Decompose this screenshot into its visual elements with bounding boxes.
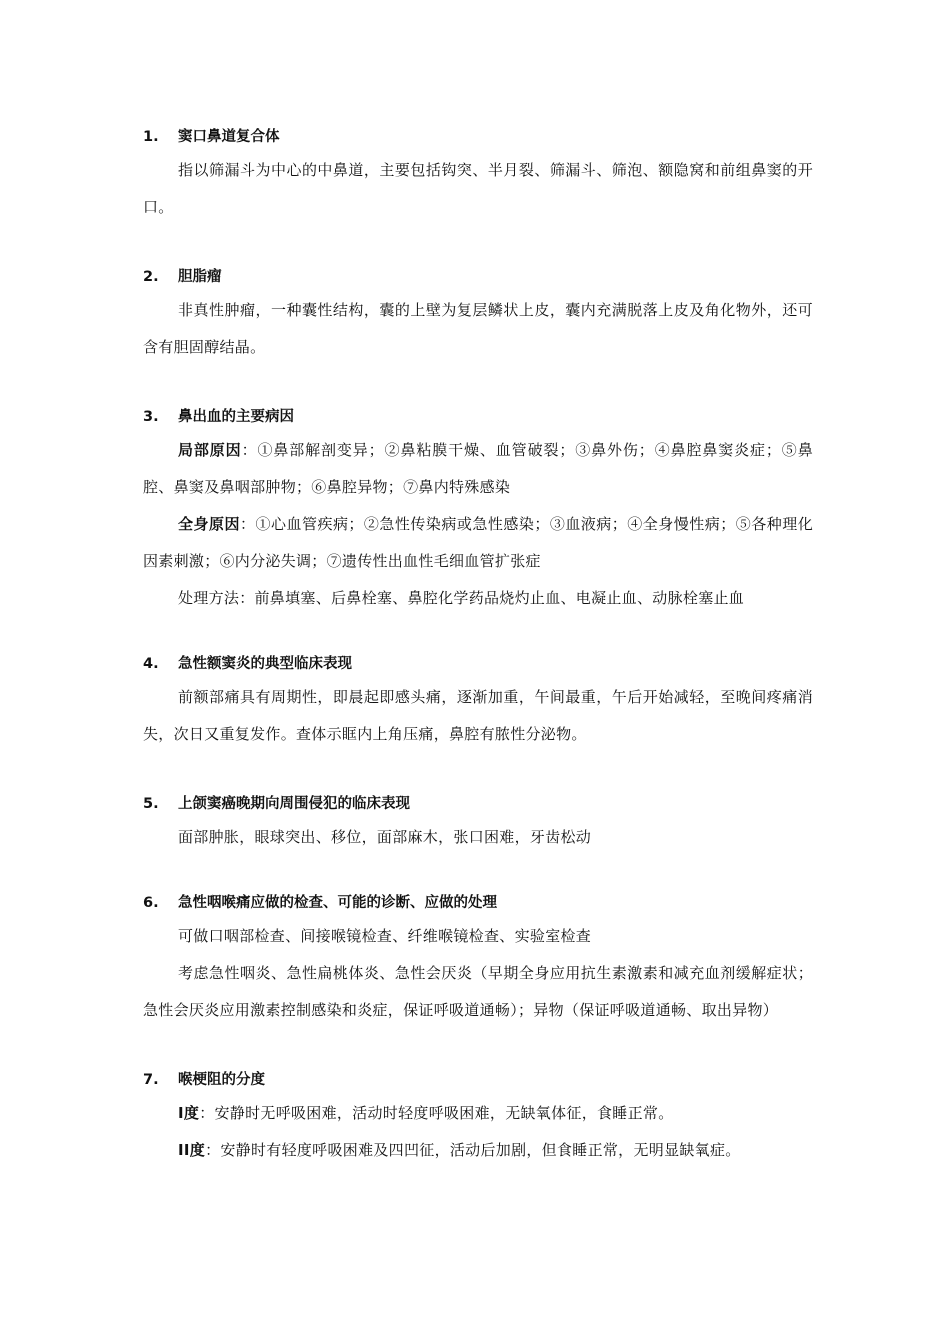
label-systemic-causes: 全身原因 [178,515,240,533]
paragraph-local-causes [143,432,813,506]
text-systemic-causes: ：①心血管疾病；②急性传染病或急性感染；③血液病；④全身慢性病；⑤各种理化因素刺激；⑥内分泌失调；⑦遗传性出血性毛细血管扩张症 [143,515,814,570]
paragraph: 面部肿胀，眼球突出、移位，面部麻木，张口困难，牙齿松动 [178,828,592,846]
section-heading [143,789,813,819]
paragraph: 考虑急性咽炎、急性扁桃体炎、急性会厌炎（早期全身应用抗生素激素和减充血剂缓解症状；急性会厌炎应用激素控制感染和炎症，保证呼吸道通畅）；异物（保证呼吸道通畅、取出异物） [143,964,813,1019]
paragraph: 指以筛漏斗为中心的中鼻道，主要包括钩突、半月裂、筛漏斗、筛泡、额隐窝和前组鼻窦的开口。 [143,161,813,216]
text-degree-2: ：安静时有轻度呼吸困难及四凹征，活动后加剧，但食睡正常，无明显缺氧症。 [205,1141,741,1159]
paragraph-degree-1 [143,1095,813,1132]
spacer [143,856,813,888]
section-heading [143,402,813,432]
section-5 [143,789,813,856]
section-number: 6. [143,895,159,911]
section-title: 鼻出血的主要病因 [178,409,294,425]
section-heading [143,888,813,918]
spacer [143,226,813,262]
paragraph: 前额部痛具有周期性，即晨起即感头痛，逐渐加重，午间最重，午后开始减轻，至晚间疼痛消失，次日又重复发作。查体示眶内上角压痛，鼻腔有脓性分泌物。 [143,688,813,743]
section-4 [143,649,813,753]
label-degree-1: I度 [178,1104,200,1122]
label-degree-2: II度 [178,1141,206,1159]
section-heading [143,1065,813,1095]
paragraph: 非真性肿瘤，一种囊性结构，囊的上壁为复层鳞状上皮，囊内充满脱落上皮及角化物外，还可含有胆固醇结晶。 [143,301,813,356]
paragraph-systemic-causes [143,506,813,580]
paragraph-degree-2 [143,1132,813,1169]
section-number: 1. [143,129,159,145]
spacer [143,753,813,789]
section-heading [143,649,813,679]
spacer [143,1029,813,1065]
section-3 [143,402,813,617]
section-title: 胆脂瘤 [178,269,222,285]
text-local-causes: ：①鼻部解剖变异；②鼻粘膜干燥、血管破裂；③鼻外伤；④鼻腔鼻窦炎症；⑤鼻腔、鼻窦及鼻咽部肿物；⑥鼻腔异物；⑦鼻内特殊感染 [143,441,813,496]
section-7 [143,1065,813,1169]
section-number: 3. [143,409,159,425]
section-number: 5. [143,796,159,812]
text-degree-1: ：安静时无呼吸困难，活动时轻度呼吸困难，无缺氧体征，食睡正常。 [199,1104,674,1122]
section-heading [143,262,813,292]
paragraph-treatment: 处理方法：前鼻填塞、后鼻栓塞、鼻腔化学药品烧灼止血、电凝止血、动脉栓塞止血 [178,589,745,607]
paragraph: 可做口咽部检查、间接喉镜检查、纤维喉镜检查、实验室检查 [178,927,592,945]
spacer [143,617,813,649]
section-number: 4. [143,656,159,672]
section-title: 急性咽喉痛应做的检查、可能的诊断、应做的处理 [178,895,497,911]
section-title: 急性额窦炎的典型临床表现 [178,656,352,672]
document-body [143,122,813,1169]
label-local-causes: 局部原因 [178,441,242,459]
section-number: 2. [143,269,159,285]
spacer [143,366,813,402]
section-2 [143,262,813,366]
section-title: 窦口鼻道复合体 [178,129,280,145]
section-6 [143,888,813,1029]
section-number: 7. [143,1072,159,1088]
section-1 [143,122,813,226]
section-heading [143,122,813,152]
section-title: 上颌窦癌晚期向周围侵犯的临床表现 [178,796,410,812]
section-title: 喉梗阻的分度 [178,1072,265,1088]
